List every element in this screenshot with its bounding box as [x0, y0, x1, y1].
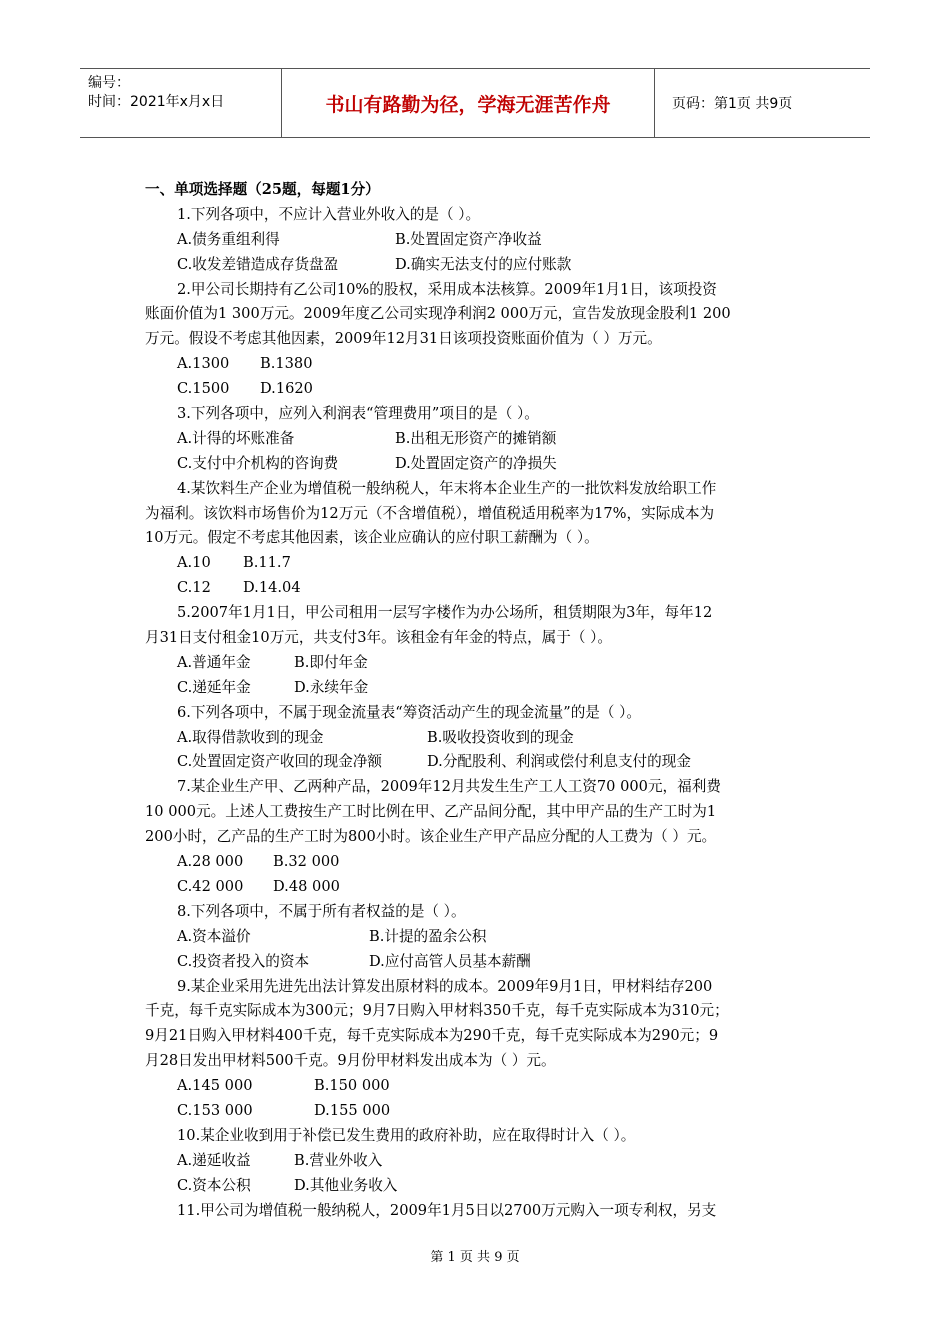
question-9-stem-2: 千克，每千克实际成本为300元；9月7日购入甲材料350千克，每千克实际成本为310元； — [145, 1002, 729, 1020]
q3-option-a: A.计得的坏账准备 — [177, 429, 295, 447]
q2-option-b: B.1380 — [260, 355, 313, 373]
q1-option-c: C.收发差错造成存货盘盈 — [177, 255, 339, 273]
question-3-stem: 3.下列各项中，应列入利润表“管理费用”项目的是（ ）。 — [177, 405, 539, 423]
question-2-options-ab — [145, 352, 805, 377]
question-4-stem-1: 4.某饮料生产企业为增值税一般纳税人，年末将本企业生产的一批饮料发放给职工作 — [177, 479, 717, 497]
question-7-options-cd — [145, 875, 805, 900]
question-7-options-ab — [145, 850, 805, 875]
question-6-options-ab — [145, 726, 805, 751]
question-5-options-cd — [145, 676, 805, 701]
q8-option-d: D.应付高管人员基本薪酬 — [369, 952, 531, 970]
question-2-stem-3: 万元。假设不考虑其他因素，2009年12月31日该项投资账面价值为（ ）万元。 — [145, 330, 662, 348]
q9-option-b: B.150 000 — [314, 1077, 390, 1095]
question-9-stem-1: 9.某企业采用先进先出法计算发出原材料的成本。2009年9月1日，甲材料结存200 — [177, 977, 713, 995]
q4-option-d: D.14.04 — [243, 579, 301, 597]
question-10-stem: 10.某企业收到用于补偿已发生费用的政府补助，应在取得时计入（ ）。 — [177, 1126, 636, 1144]
q2-option-d: D.1620 — [260, 380, 313, 398]
question-1-options-ab — [145, 228, 805, 253]
section-title: 一、单项选择题（25题，每题1分） — [145, 181, 380, 198]
q2-option-a: A.1300 — [177, 355, 230, 373]
document-body — [145, 178, 805, 1223]
q5-option-d: D.永续年金 — [294, 678, 369, 696]
q4-option-c: C.12 — [177, 579, 211, 597]
question-4-options-ab — [145, 551, 805, 576]
q3-option-d: D.处置固定资产的净损失 — [395, 454, 557, 472]
doc-number: 编号： — [88, 75, 130, 91]
question-3-options-ab — [145, 427, 805, 452]
question-10-options-cd — [145, 1174, 805, 1199]
q5-option-b: B.即付年金 — [294, 653, 368, 671]
q4-option-b: B.11.7 — [243, 554, 291, 572]
header-meta-cell — [80, 69, 282, 137]
question-11-stem-1: 11.甲公司为增值税一般纳税人，2009年1月5日以2700万元购入一项专利权，另支 — [177, 1201, 717, 1219]
q1-option-a: A.债务重组利得 — [177, 230, 280, 248]
question-8-stem: 8.下列各项中，不属于所有者权益的是（ ）。 — [177, 902, 466, 920]
q1-option-b: B.处置固定资产净收益 — [395, 230, 542, 248]
doc-date: 时间：2021年x月x日 — [88, 94, 225, 110]
q7-option-b: B.32 000 — [273, 853, 340, 871]
q1-option-d: D.确实无法支付的应付账款 — [395, 255, 572, 273]
question-1-stem: 1.下列各项中，不应计入营业外收入的是（ ）。 — [177, 205, 481, 223]
q9-option-c: C.153 000 — [177, 1101, 253, 1119]
q7-option-c: C.42 000 — [177, 877, 244, 895]
question-8-options-ab — [145, 925, 805, 950]
q3-option-c: C.支付中介机构的咨询费 — [177, 454, 339, 472]
question-2-stem-1: 2.甲公司长期持有乙公司10%的股权，采用成本法核算。2009年1月1日，该项投资 — [177, 280, 717, 298]
q2-option-c: C.1500 — [177, 380, 230, 398]
question-2-options-cd — [145, 377, 805, 402]
q4-option-a: A.10 — [177, 554, 211, 572]
question-7-stem-1: 7.某企业生产甲、乙两种产品，2009年12月共发生生产工人工资70 000元，福利费 — [177, 778, 721, 796]
header-page-info — [664, 69, 870, 137]
question-9-options-ab — [145, 1074, 805, 1099]
q3-option-b: B.出租无形资产的摊销额 — [395, 429, 557, 447]
q5-option-a: A.普通年金 — [177, 653, 251, 671]
page-info-text: 页码：第1页 共9页 — [672, 96, 793, 112]
q5-option-c: C.递延年金 — [177, 678, 251, 696]
question-4-stem-2: 为福利。该饮料市场售价为12万元（不含增值税），增值税适用税率为17%，实际成本为 — [145, 504, 715, 522]
q6-option-a: A.取得借款收到的现金 — [177, 728, 324, 746]
q10-option-c: C.资本公积 — [177, 1176, 251, 1194]
q6-option-b: B.吸收投资收到的现金 — [427, 728, 574, 746]
question-6-stem: 6.下列各项中，不属于现金流量表“筹资活动产生的现金流量”的是（ ）。 — [177, 703, 641, 721]
q8-option-c: C.投资者投入的资本 — [177, 952, 310, 970]
q6-option-c: C.处置固定资产收回的现金净额 — [177, 753, 383, 771]
question-2-stem-2: 账面价值为1 300万元。2009年度乙公司实现净利润2 000万元，宣告发放现金股利1 200 — [145, 305, 731, 323]
question-5-options-ab — [145, 651, 805, 676]
q7-option-d: D.48 000 — [273, 877, 340, 895]
question-10-options-ab — [145, 1149, 805, 1174]
q6-option-d: D.分配股利、利润或偿付利息支付的现金 — [427, 753, 691, 771]
q10-option-a: A.递延收益 — [177, 1151, 251, 1169]
q8-option-b: B.计提的盈余公积 — [369, 927, 487, 945]
question-7-stem-3: 200小时，乙产品的生产工时为800小时。该企业生产甲产品应分配的人工费为（ ）元。 — [145, 828, 717, 846]
q9-option-d: D.155 000 — [314, 1101, 391, 1119]
question-9-stem-4: 月28日发出甲材料500千克。9月份甲材料发出成本为（ ）元。 — [145, 1052, 556, 1070]
question-9-options-cd — [145, 1099, 805, 1124]
header-motto: 书山有路勤为径，学海无涯苦作舟 — [282, 69, 655, 137]
q8-option-a: A.资本溢价 — [177, 927, 251, 945]
page-footer: 第 1 页 共 9 页 — [430, 1250, 520, 1265]
question-4-options-cd — [145, 576, 805, 601]
question-6-options-cd — [145, 750, 805, 775]
question-5-stem-2: 月31日支付租金10万元，共支付3年。该租金有年金的特点，属于（ ）。 — [145, 629, 612, 647]
q7-option-a: A.28 000 — [177, 853, 244, 871]
question-4-stem-3: 10万元。假定不考虑其他因素，该企业应确认的应付职工薪酬为（ ）。 — [145, 529, 599, 547]
question-1-options-cd — [145, 253, 805, 278]
q10-option-d: D.其他业务收入 — [294, 1176, 398, 1194]
q10-option-b: B.营业外收入 — [294, 1151, 383, 1169]
question-7-stem-2: 10 000元。上述人工费按生产工时比例在甲、乙产品间分配，其中甲产品的生产工时为1 — [145, 803, 717, 821]
q9-option-a: A.145 000 — [177, 1077, 253, 1095]
page-header — [80, 68, 870, 138]
question-5-stem-1: 5.2007年1月1日，甲公司租用一层写字楼作为办公场所，租赁期限为3年，每年12 — [177, 604, 713, 622]
question-9-stem-3: 9月21日购入甲材料400千克，每千克实际成本为290千克，每千克实际成本为290元；9 — [145, 1027, 719, 1045]
question-3-options-cd — [145, 452, 805, 477]
question-8-options-cd — [145, 950, 805, 975]
